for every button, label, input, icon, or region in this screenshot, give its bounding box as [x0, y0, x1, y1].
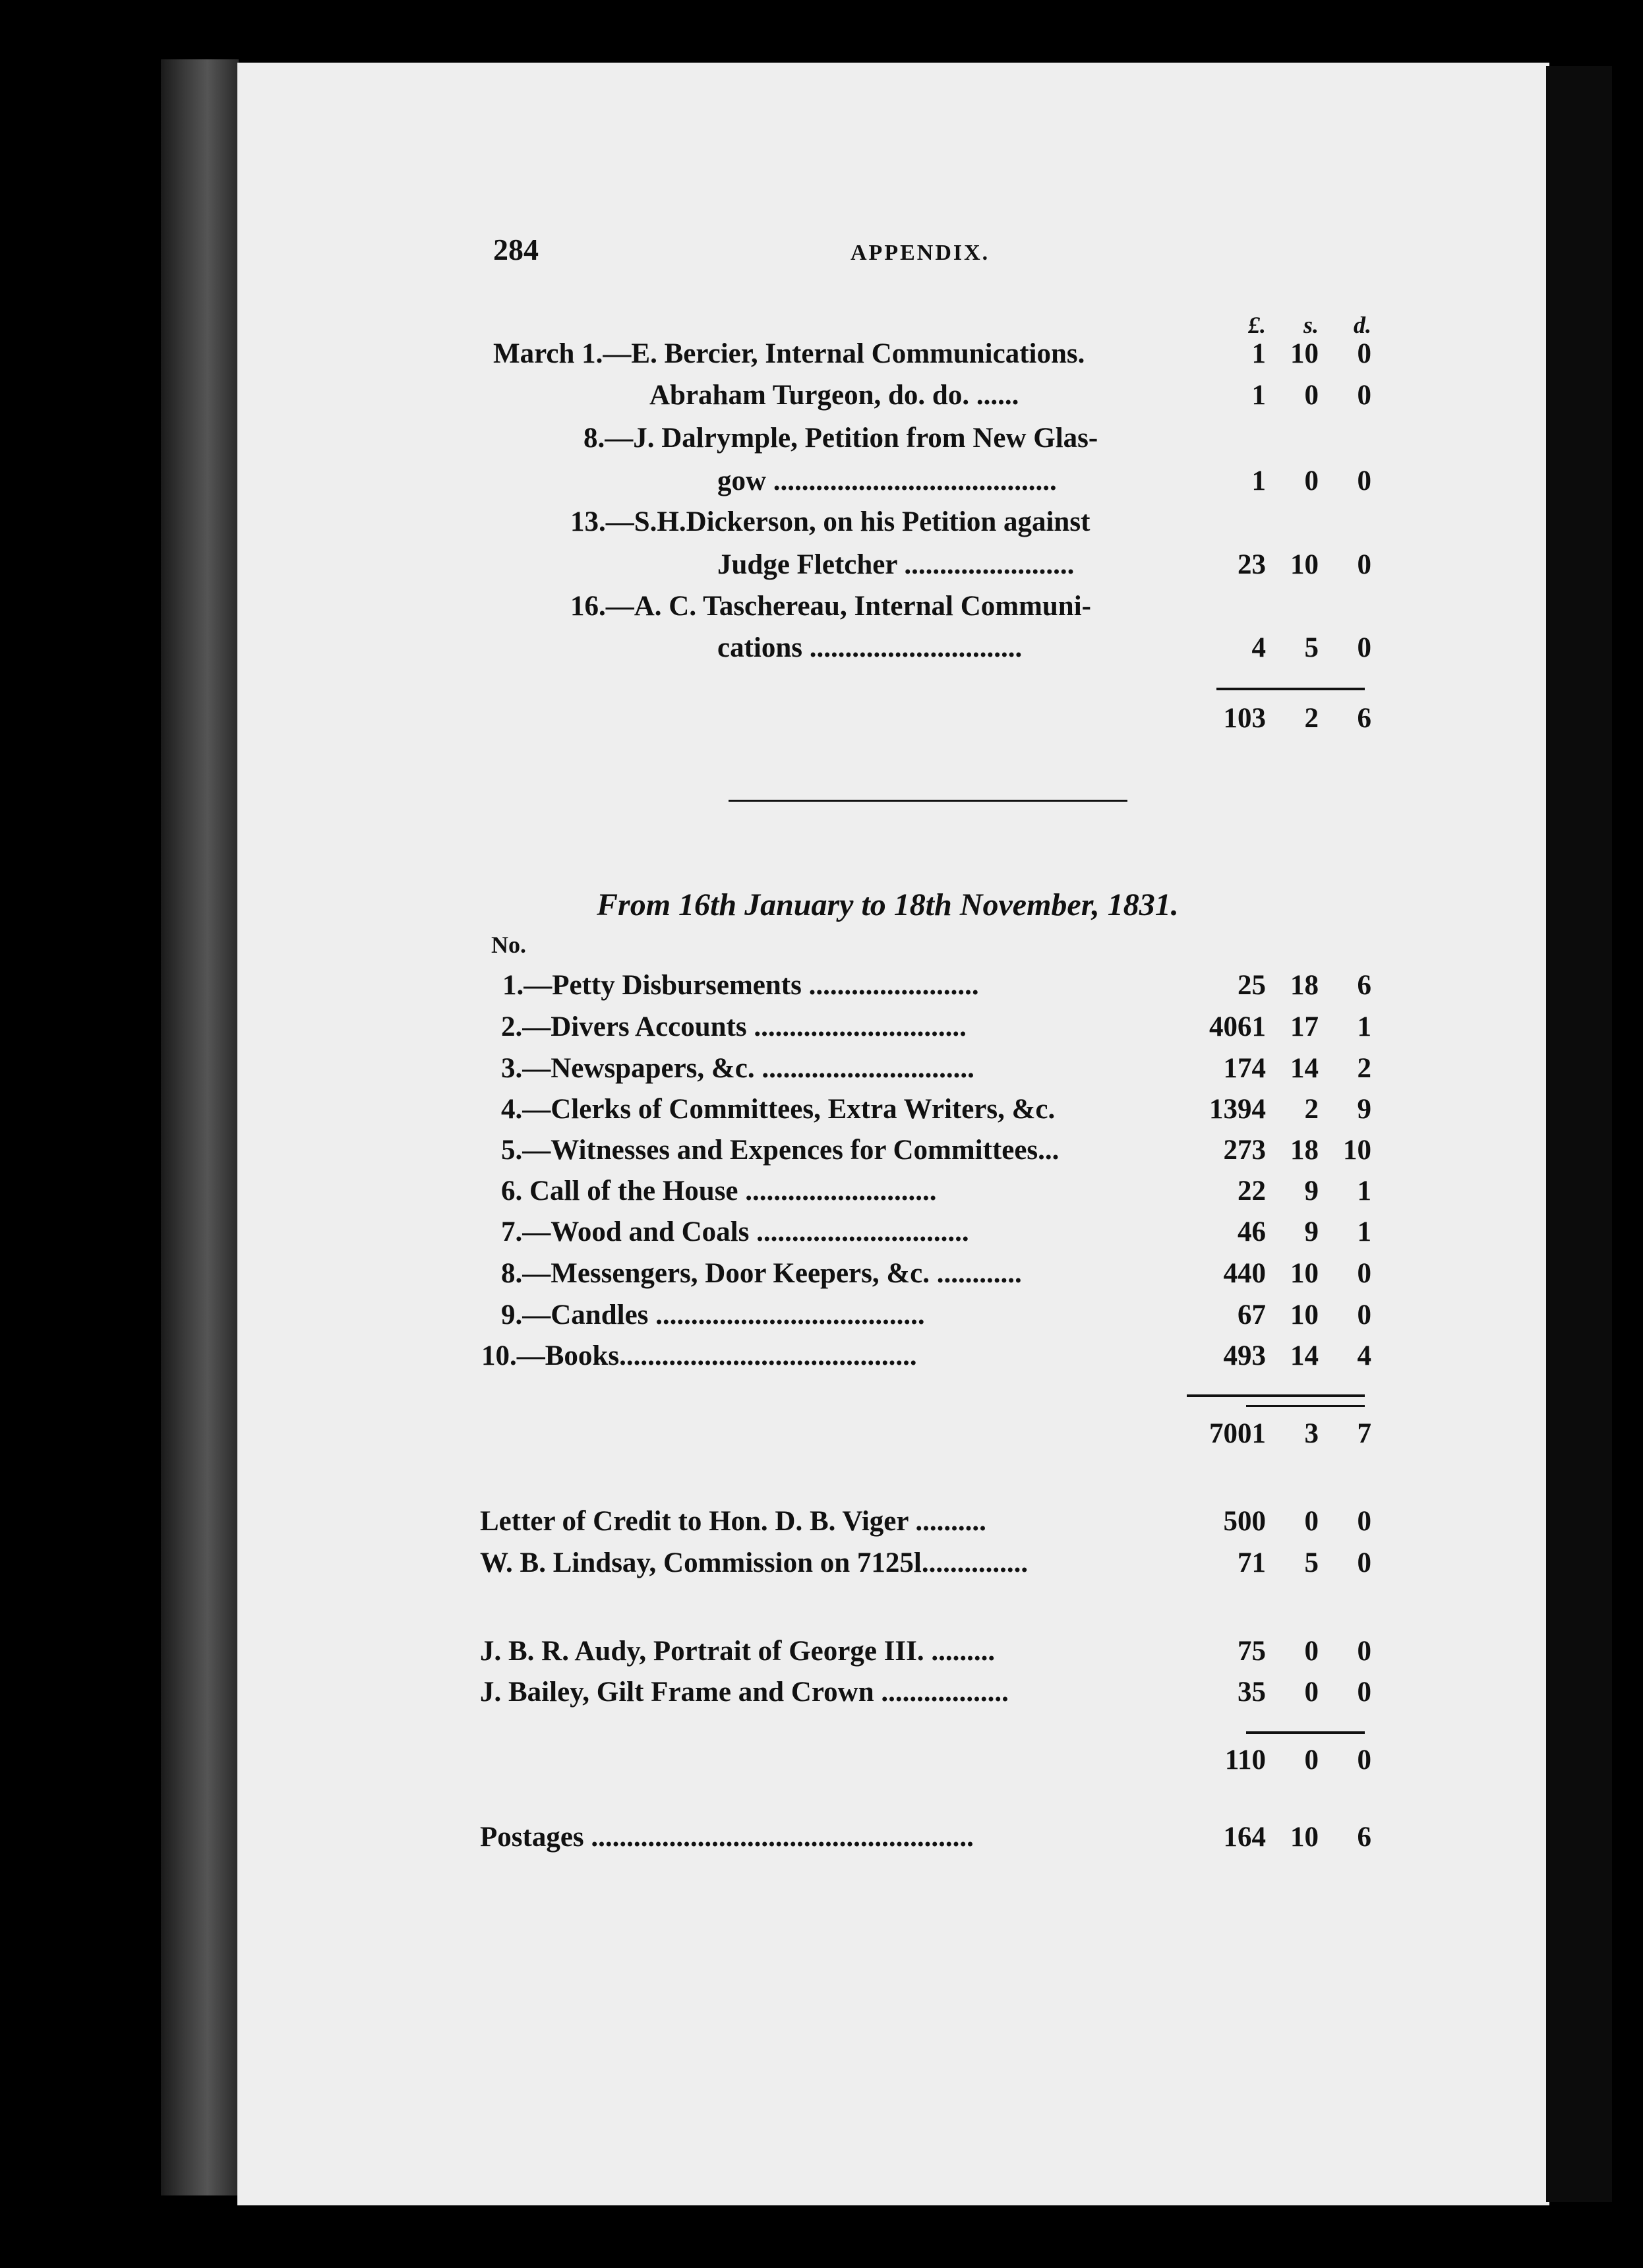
pence-value: 1	[1357, 1176, 1371, 1207]
entry-label: 1.—Petty Disbursements ........................	[502, 970, 979, 1001]
ledger-row	[0, 1340, 1643, 1383]
entry-label: 13.—S.H.Dickerson, on his Petition against	[570, 506, 1090, 537]
pence-value: 1	[1357, 1011, 1371, 1042]
pounds-value: 273	[1223, 1135, 1266, 1166]
pence-header: d.	[1354, 312, 1371, 338]
ledger-row	[0, 632, 1643, 675]
sum-rule	[1246, 1731, 1365, 1734]
ledger-row	[0, 1676, 1643, 1719]
pounds-value: 1	[1251, 338, 1266, 369]
entry-label: 3.—Newspapers, &c. ..............................	[501, 1053, 974, 1084]
pounds-value: 1	[1251, 465, 1266, 496]
shillings-value: 0	[1304, 465, 1319, 496]
shillings-total: 0	[1304, 1745, 1319, 1776]
pounds-value: 164	[1223, 1822, 1266, 1853]
pence-value: 6	[1357, 1822, 1371, 1853]
pence-value: 10	[1343, 1135, 1371, 1166]
pence-total: 6	[1357, 703, 1371, 734]
pence-value: 0	[1357, 1258, 1371, 1289]
pence-value: 0	[1357, 1677, 1371, 1708]
ledger-row	[0, 422, 1643, 465]
shillings-value: 18	[1290, 1135, 1319, 1166]
shillings-value: 0	[1304, 1677, 1319, 1708]
pence-value: 0	[1357, 1506, 1371, 1537]
total-row	[0, 1744, 1643, 1787]
shillings-value: 9	[1304, 1216, 1319, 1247]
pounds-value: 4	[1251, 632, 1266, 663]
ledger-row	[0, 1216, 1643, 1259]
shillings-value: 10	[1290, 549, 1319, 580]
ledger-row	[0, 549, 1643, 592]
shillings-value: 0	[1304, 380, 1319, 411]
ledger-row	[0, 1821, 1643, 1865]
shillings-value: 0	[1304, 1636, 1319, 1667]
pence-total: 7	[1357, 1418, 1371, 1449]
pounds-value: 75	[1238, 1636, 1266, 1667]
shillings-value: 10	[1290, 1822, 1319, 1853]
pounds-value: 23	[1238, 549, 1266, 580]
entry-label: Abraham Turgeon, do. do. ......	[649, 380, 1019, 411]
entry-label: J. B. R. Audy, Portrait of George III. .........	[480, 1636, 996, 1667]
pence-value: 0	[1357, 1636, 1371, 1667]
entry-label: 5.—Witnesses and Expences for Committees...	[501, 1135, 1060, 1166]
pounds-value: 35	[1238, 1677, 1266, 1708]
entry-label: Judge Fletcher ........................	[717, 549, 1075, 580]
section-divider	[729, 800, 1127, 802]
pounds-value: 22	[1238, 1176, 1266, 1207]
shillings-value: 9	[1304, 1176, 1319, 1207]
sum-rule-secondary	[1246, 1405, 1365, 1407]
total-row	[0, 1418, 1643, 1461]
pence-value: 0	[1357, 1299, 1371, 1330]
page-header: APPENDIX.	[851, 241, 990, 265]
shillings-value: 10	[1290, 1299, 1319, 1330]
shillings-value: 14	[1290, 1053, 1319, 1084]
ledger-row	[0, 1505, 1643, 1549]
pounds-value: 500	[1223, 1506, 1266, 1537]
entry-label: J. Bailey, Gilt Frame and Crown ..................	[480, 1677, 1009, 1708]
pounds-total: 7001	[1209, 1418, 1266, 1449]
entry-label: Postages ......................................................	[480, 1822, 974, 1853]
shillings-value: 18	[1290, 970, 1319, 1001]
shillings-total: 2	[1304, 703, 1319, 734]
ledger-row	[0, 1052, 1643, 1096]
pence-value: 6	[1357, 970, 1371, 1001]
shillings-header: s.	[1303, 312, 1319, 338]
ledger-row	[0, 506, 1643, 549]
number-column-label: No.	[491, 932, 526, 958]
shillings-total: 3	[1304, 1418, 1319, 1449]
shillings-value: 5	[1304, 632, 1319, 663]
entry-label: 4.—Clerks of Committees, Extra Writers, &c.	[501, 1094, 1056, 1125]
shillings-value: 2	[1304, 1094, 1319, 1125]
sum-rule	[1216, 688, 1365, 690]
entry-label: Letter of Credit to Hon. D. B. Viger ..........	[480, 1506, 986, 1537]
pence-value: 9	[1357, 1094, 1371, 1125]
ledger-row	[0, 1635, 1643, 1679]
ledger-row	[0, 1299, 1643, 1342]
entry-label: 10.—Books..........................................	[481, 1340, 917, 1371]
pounds-value: 1	[1251, 380, 1266, 411]
pence-value: 0	[1357, 380, 1371, 411]
pence-total: 0	[1357, 1745, 1371, 1776]
pounds-total: 103	[1223, 703, 1266, 734]
pence-value: 0	[1357, 338, 1371, 369]
shillings-value: 0	[1304, 1506, 1319, 1537]
ledger-row	[0, 465, 1643, 508]
entry-label: 9.—Candles ......................................	[501, 1299, 925, 1330]
entry-label: 8.—Messengers, Door Keepers, &c. ............	[501, 1258, 1022, 1289]
ledger-row	[0, 969, 1643, 1013]
page-number: 284	[493, 233, 539, 266]
shillings-value: 17	[1290, 1011, 1319, 1042]
shillings-value: 10	[1290, 338, 1319, 369]
pounds-value: 1394	[1209, 1094, 1266, 1125]
ledger-row	[0, 379, 1643, 423]
ledger-row	[0, 1134, 1643, 1178]
sum-rule	[1187, 1394, 1365, 1397]
pounds-value: 4061	[1209, 1011, 1266, 1042]
ledger-row	[0, 1093, 1643, 1137]
entry-label: gow ........................................	[717, 465, 1057, 496]
pounds-header: £.	[1248, 312, 1266, 338]
pounds-value: 493	[1223, 1340, 1266, 1371]
entry-label: 7.—Wood and Coals ..............................	[501, 1216, 969, 1247]
pence-value: 2	[1357, 1053, 1371, 1084]
ledger-row	[0, 1011, 1643, 1054]
pounds-value: 174	[1223, 1053, 1266, 1084]
ledger-row	[0, 1175, 1643, 1218]
entry-label: W. B. Lindsay, Commission on 7125l...............	[480, 1547, 1029, 1578]
entry-label: 6. Call of the House ...........................	[501, 1176, 937, 1207]
pence-value: 0	[1357, 465, 1371, 496]
pounds-value: 440	[1223, 1258, 1266, 1289]
ledger-row	[0, 1257, 1643, 1301]
pence-value: 0	[1357, 549, 1371, 580]
shillings-value: 10	[1290, 1258, 1319, 1289]
shillings-value: 5	[1304, 1547, 1319, 1578]
pounds-value: 71	[1238, 1547, 1266, 1578]
entry-label: 8.—J. Dalrymple, Petition from New Glas-	[583, 423, 1098, 454]
pounds-value: 25	[1238, 970, 1266, 1001]
entry-label: March 1.—E. Bercier, Internal Communications.	[493, 338, 1085, 369]
ledger-row	[0, 1547, 1643, 1590]
period-heading: From 16th January to 18th November, 1831.	[597, 887, 1179, 922]
total-row	[0, 702, 1643, 746]
ledger-row	[0, 590, 1643, 634]
entry-label: cations ..............................	[717, 632, 1023, 663]
entry-label: 16.—A. C. Taschereau, Internal Communi-	[570, 591, 1091, 622]
shillings-value: 14	[1290, 1340, 1319, 1371]
pence-value: 0	[1357, 1547, 1371, 1578]
pence-value: 0	[1357, 632, 1371, 663]
pounds-total: 110	[1224, 1745, 1266, 1776]
pounds-value: 46	[1238, 1216, 1266, 1247]
entry-label: 2.—Divers Accounts ..............................	[501, 1011, 967, 1042]
pence-value: 4	[1357, 1340, 1371, 1371]
pounds-value: 67	[1238, 1299, 1266, 1330]
ledger-row	[0, 338, 1643, 381]
pence-value: 1	[1357, 1216, 1371, 1247]
